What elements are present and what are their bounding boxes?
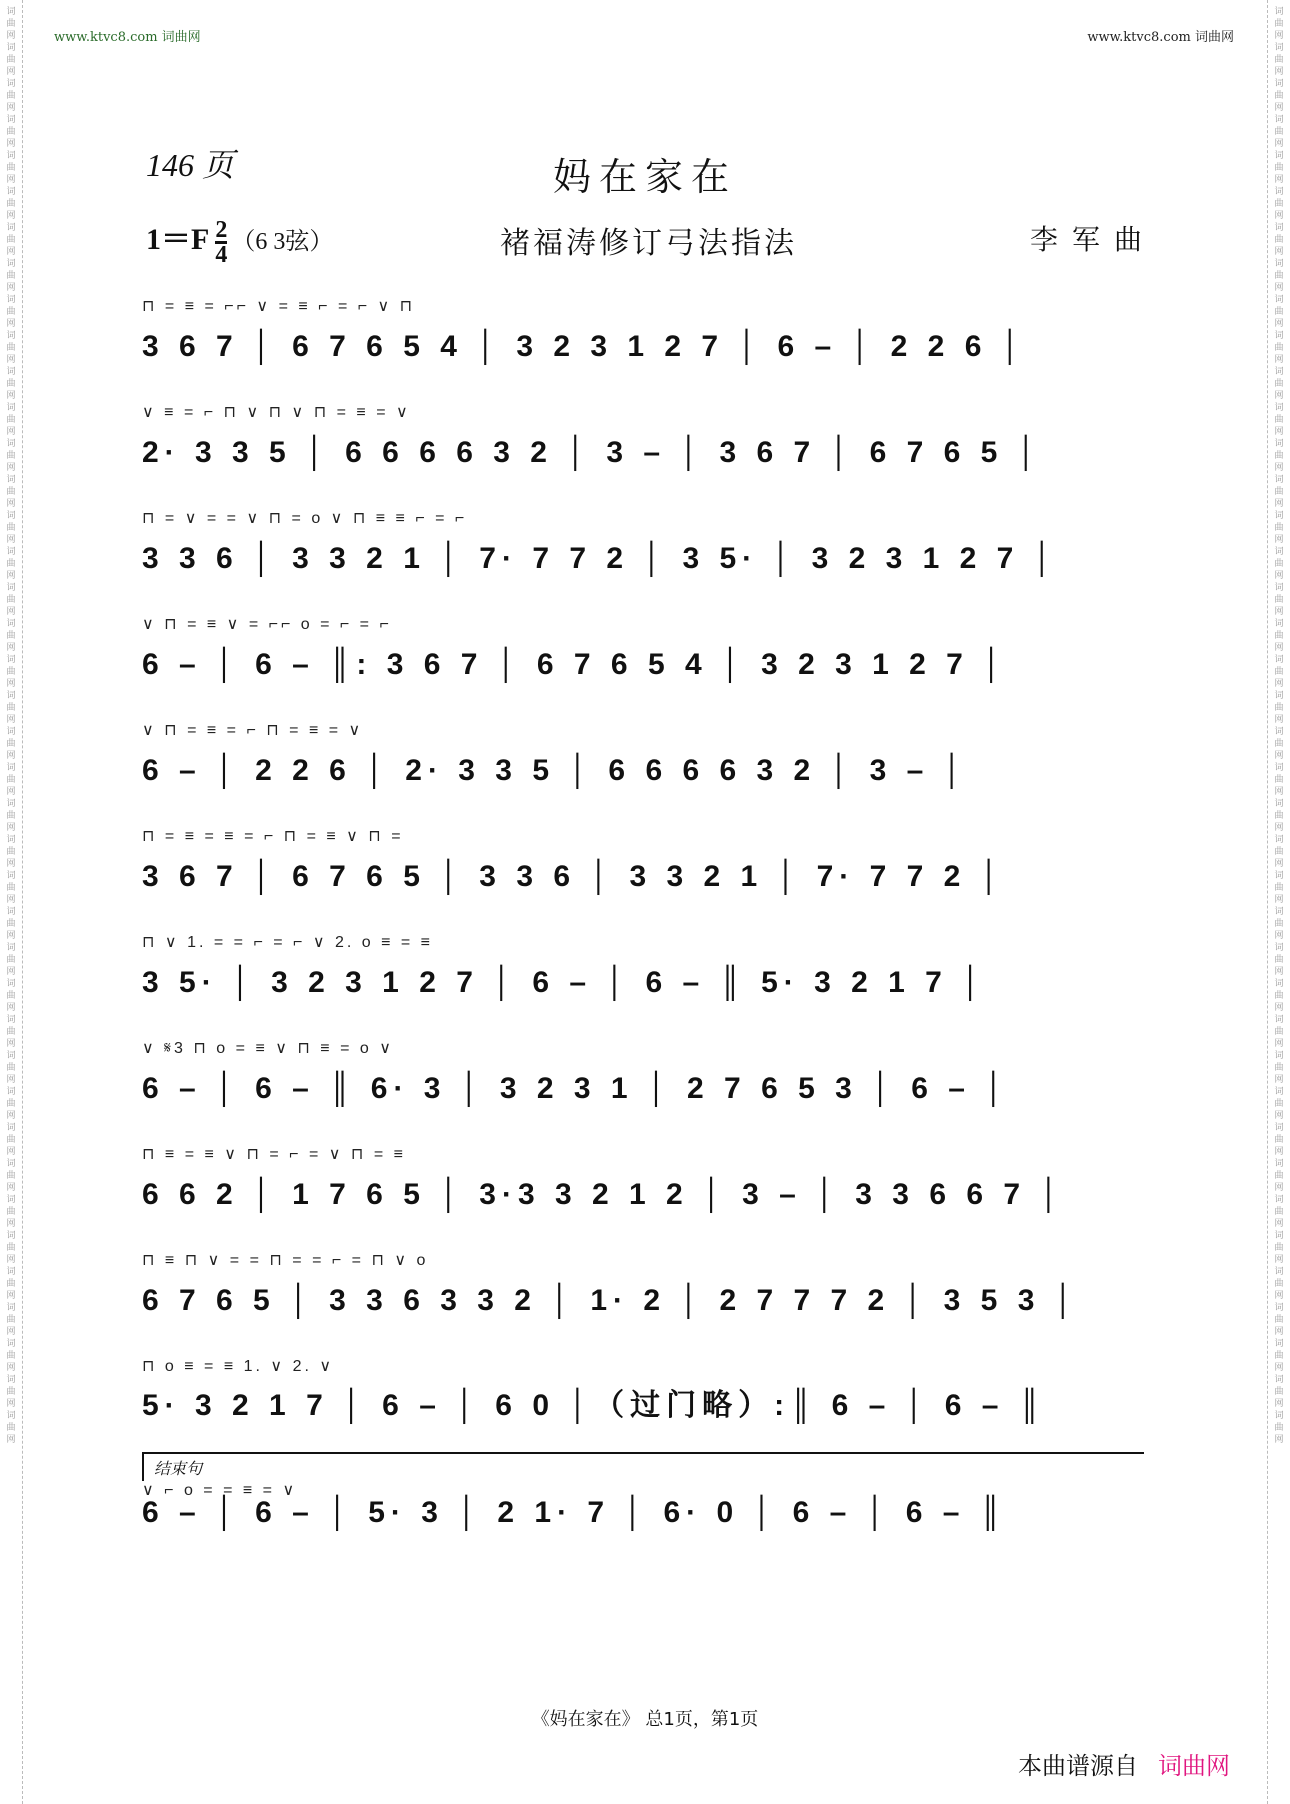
bowing-marks: ⊓ ≡ ⊓ ∨ = = ⊓ = = ⌐ = ⊓ ∨ o [142,1252,429,1269]
notes-line: 6 7 6 5 │ 3 3 6 3 3 2 │ 1· 2 │ 2 7 7 7 2 │ 3 5 3 │ [142,1284,1080,1317]
notes-line: 3 3 6 │ 3 3 2 1 │ 7· 7 7 2 │ 3 5· │ 3 2 3 1 2 7 │ [142,542,1059,575]
subtitle: 褚福涛修订弓法指法 [500,226,797,261]
time-signature [215,216,228,268]
notes-line: 6 – │ 6 – ║: 3 6 7 │ 6 7 6 5 4 │ 3 2 3 1 2 7 │ [142,648,1008,681]
notes-line: 6 6 2 │ 1 7 6 5 │ 3·3 3 2 1 2 │ 3 – │ 3 3 6 6 7 │ [142,1178,1066,1211]
score-row [142,386,1152,492]
notes-line: 3 6 7 │ 6 7 6 5 │ 3 3 6 │ 3 3 2 1 │ 7· 7 7 2 │ [142,860,1006,893]
edge-watermark-text: 词曲网词曲网词曲网词曲网词曲网词曲网词曲网词曲网词曲网词曲网词曲网词曲网词曲网词曲网词曲网词曲网词曲网词曲网词曲网词曲网词曲网词曲网词曲网词曲网词曲网词曲网词曲网词曲网词曲网词曲网词曲网词曲网词曲网词曲网词曲网词曲网词曲网词曲网词曲网词曲网 [1274,7,1284,1445]
site-link-right[interactable]: www.ktvc8.com 词曲网 [1087,30,1234,45]
notes-line: 6 – │ 6 – ║ 6· 3 │ 3 2 3 1 │ 2 7 6 5 3 │ 6 – │ [142,1072,1011,1105]
score-row [142,280,1152,386]
source-brand-link[interactable]: 词曲网 [1158,1752,1230,1780]
score-row [142,1128,1152,1234]
notes-line: 3 6 7 │ 6 7 6 5 4 │ 3 2 3 1 2 7 │ 6 – │ 2 2 6 │ [142,330,1027,363]
left-edge-watermark [0,0,23,1804]
source-prefix: 本曲谱源自 [1018,1752,1138,1780]
bowing-marks: ∨ 𝄋3 ⊓ o = ≡ ∨ ⊓ ≡ = o ∨ [142,1040,394,1057]
right-edge-watermark [1267,0,1290,1804]
notes-line: 6 – │ 2 2 6 │ 2· 3 3 5 │ 6 6 6 6 3 2 │ 3 – │ [142,754,969,787]
notes-line: 3 5· │ 3 2 3 1 2 7 │ 6 – │ 6 – ║ 5· 3 2 1 7 │ [142,966,987,999]
bowing-marks: ⊓ = ≡ = ⌐⌐ ∨ = ≡ ⌐ = ⌐ ∨ ⊓ [142,298,416,315]
score-row [142,704,1152,810]
ending-row [142,1446,1152,1552]
bowing-marks: ∨ ≡ = ⌐ ⊓ ∨ ⊓ ∨ ⊓ = ≡ = ∨ [142,404,411,421]
score-row [142,1234,1152,1340]
score-row [142,598,1152,704]
bowing-marks: ∨ ⊓ = ≡ = ⌐ ⊓ = ≡ = ∨ [142,722,364,739]
score-row [142,810,1152,916]
key-text: 1＝F [146,223,210,256]
bowing-marks: ⊓ ∨ 1. = = ⌐ = ⌐ ∨ 2. o ≡ = ≡ [142,934,434,951]
score [142,280,1152,1552]
bowing-marks: ⊓ ≡ = ≡ ∨ ⊓ = ⌐ = ∨ ⊓ = ≡ [142,1146,406,1163]
bowing-marks: ⊓ = ≡ = ≡ = ⌐ ⊓ = ≡ ∨ ⊓ = [142,828,404,845]
key-signature [146,214,333,266]
source-credit [1018,1746,1230,1781]
site-link-left[interactable]: www.ktvc8.com 词曲网 [54,30,201,45]
ending-label: 结束句 [142,1452,1144,1481]
page-number: 146 页 [146,147,235,183]
page-footer: 《妈在家在》 总1页，第1页 [531,1709,759,1730]
score-row [142,1022,1152,1128]
song-title: 妈在家在 [552,155,737,199]
bowing-marks: ∨ ⌐ o = = ≡ = ∨ [142,1482,298,1499]
time-numerator: 2 [215,216,228,243]
score-row [142,916,1152,1022]
bowing-marks: ⊓ = ∨ = = ∨ ⊓ = o ∨ ⊓ ≡ ≡ ⌐ = ⌐ [142,510,468,527]
edge-watermark-text: 词曲网词曲网词曲网词曲网词曲网词曲网词曲网词曲网词曲网词曲网词曲网词曲网词曲网词曲网词曲网词曲网词曲网词曲网词曲网词曲网词曲网词曲网词曲网词曲网词曲网词曲网词曲网词曲网词曲网词曲网词曲网词曲网词曲网词曲网词曲网词曲网词曲网词曲网词曲网词曲网 [6,7,16,1445]
score-row [142,492,1152,598]
score-row [142,1340,1152,1446]
notes-line: 5· 3 2 1 7 │ 6 – │ 6 0 │（过门略）:║ 6 – │ 6 – ║ [142,1389,1047,1422]
notes-line: 6 – │ 6 – │ 5· 3 │ 2 1· 7 │ 6· 0 │ 6 – │ 6 – ║ [142,1496,1008,1529]
time-denominator: 4 [215,241,228,268]
bowing-marks: ∨ ⊓ = ≡ ∨ = ⌐⌐ o = ⌐ = ⌐ [142,616,392,633]
bowing-marks: ⊓ o ≡ = ≡ 1. ∨ 2. ∨ [142,1358,335,1375]
notes-line: 2· 3 3 5 │ 6 6 6 6 3 2 │ 3 – │ 3 6 7 │ 6 7 6 5 │ [142,436,1043,469]
composer: 李军曲 [1030,223,1157,256]
string-tuning: （6 3弦） [231,229,334,255]
